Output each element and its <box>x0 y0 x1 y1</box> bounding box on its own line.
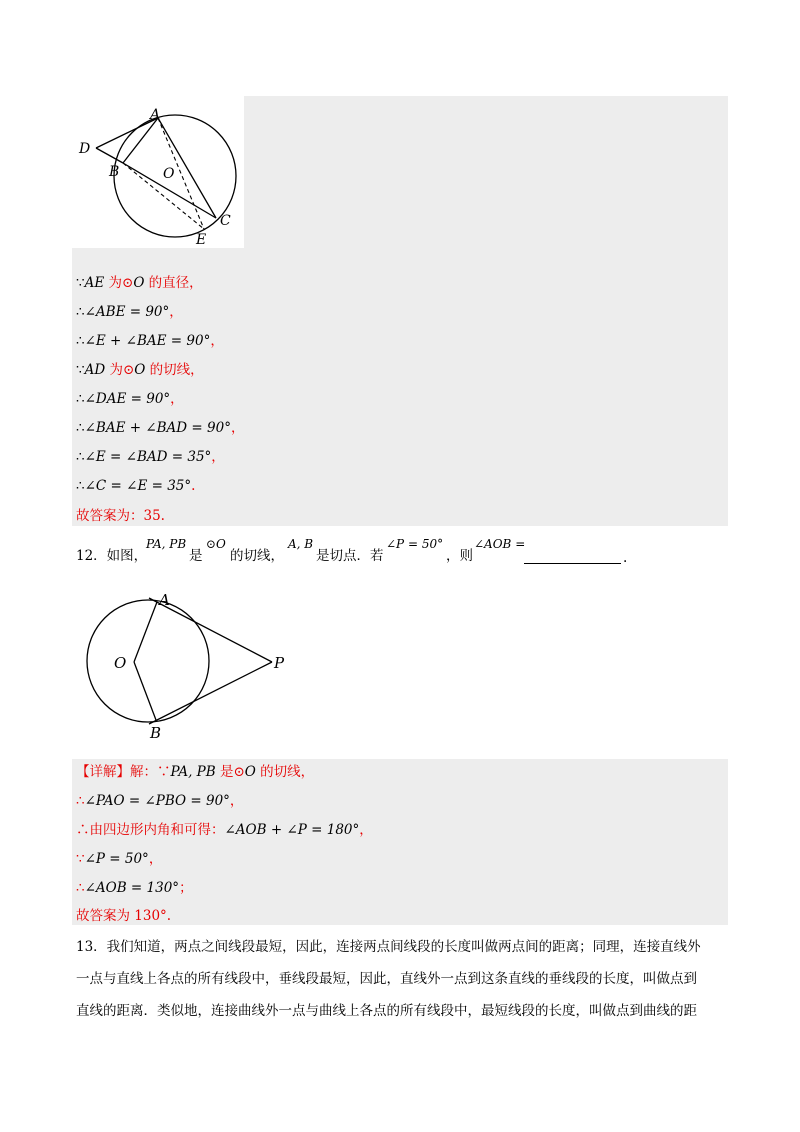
solution-11-line-7: ∴∠E = ∠BAD = 35°， <box>76 449 225 465</box>
question-12-ab: A, B <box>288 537 314 551</box>
answer-11: 故答案为：35. <box>76 508 165 524</box>
label-B2: B <box>150 724 162 742</box>
question-12-angle-p: ∠P = 50° <box>386 537 444 551</box>
label-O: O <box>163 166 175 182</box>
solution-11-line-6: ∴∠BAE + ∠BAD = 90°， <box>76 420 245 436</box>
line-DA <box>96 118 158 148</box>
solution-12-line-3: ∴由四边形内角和可得：∠AOB + ∠P = 180°， <box>76 822 373 838</box>
solution-12-panel <box>72 759 728 925</box>
label-C: C <box>220 213 231 229</box>
question-12-number: 12．如图， <box>76 548 148 564</box>
answer-blank-12[interactable] <box>524 563 621 564</box>
figure-1-circle <box>114 115 236 237</box>
label-E: E <box>196 232 207 248</box>
label-A: A <box>150 107 161 123</box>
question-13-line-3: 直线的距离．类似地，连接曲线外一点与曲线上各点的所有线段中，最短线段的长度，叫做点到曲线的距 <box>76 1003 697 1019</box>
solution-12-line-4: ∵∠P = 50°， <box>76 851 163 867</box>
label-A2: A <box>159 591 170 609</box>
question-12-tangent: 的切线， <box>230 548 284 564</box>
line-OB <box>134 662 156 720</box>
question-12-tangent-point: 是切点．若 <box>316 548 384 564</box>
label-O2: O <box>114 654 127 672</box>
label-D: D <box>79 141 91 157</box>
question-12-pa-pb: PA, PB <box>146 537 187 551</box>
solution-12-line-1: 【详解】解：∵PA, PB 是⊙O 的切线， <box>76 764 315 780</box>
label-P2: P <box>274 654 285 672</box>
question-13-line-1: 13．我们知道，两点之间线段最短，因此，连接两点间线段的长度叫做两点间的距离；同理，连接直线外 <box>76 939 701 955</box>
solution-11-line-5: ∴∠DAE = 90°， <box>76 391 184 407</box>
question-12-is: 是 <box>189 548 203 564</box>
solution-12-line-2: ∴∠PAO = ∠PBO = 90°， <box>76 793 244 809</box>
figure-1-diagram <box>72 96 252 252</box>
line-AB <box>123 118 158 163</box>
figure-2-diagram <box>60 584 300 744</box>
solution-11-line-1: ∵AE 为⊙O 的直径， <box>76 275 203 291</box>
line-OA <box>134 602 157 662</box>
solution-11-line-3: ∴∠E + ∠BAE = 90°， <box>76 333 224 349</box>
question-12-then: ，则 <box>446 548 473 564</box>
question-12-aob: ∠AOB = <box>474 537 526 551</box>
question-12-end: . <box>623 550 628 566</box>
question-12-circle: ⊙O <box>206 537 226 551</box>
question-13-line-2: 一点与直线上各点的所有线段中，垂线段最短，因此，直线外一点到这条直线的垂线段的长度，叫做点到 <box>76 971 697 987</box>
answer-12: 故答案为 130°. <box>76 908 172 924</box>
solution-11-line-4: ∵AD 为⊙O 的切线， <box>76 362 204 378</box>
solution-12-line-5: ∴∠AOB = 130°； <box>76 880 193 896</box>
solution-11-line-2: ∴∠ABE = 90°， <box>76 304 183 320</box>
label-B: B <box>109 164 120 180</box>
solution-11-line-8: ∴∠C = ∠E = 35°. <box>76 478 196 494</box>
line-PB <box>149 662 272 724</box>
line-DB <box>96 148 123 163</box>
